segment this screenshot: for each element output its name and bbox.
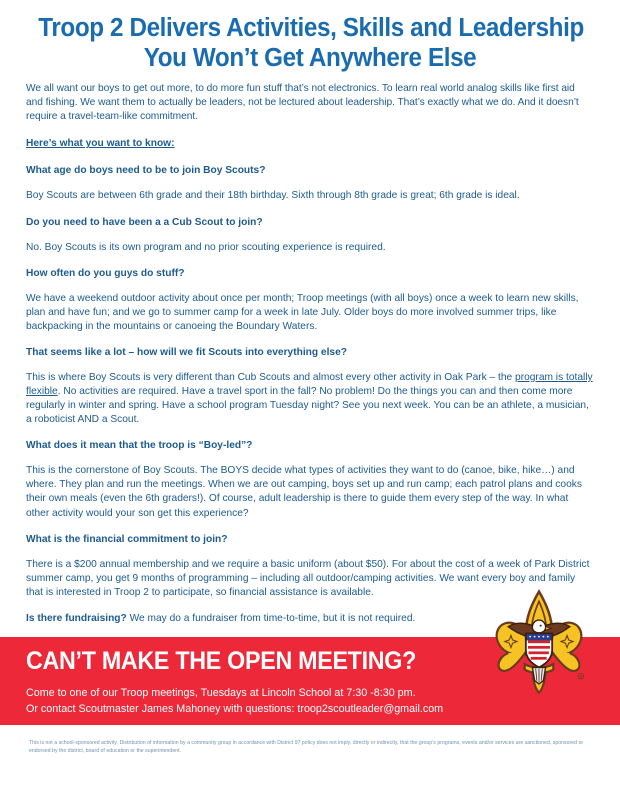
faq-question-4: That seems like a lot – how will we fit Scouts into everything else? — [26, 346, 347, 358]
faq-answer-1: Boy Scouts are between 6th grade and their 18th birthday. Sixth through 8th grade is great; 6th grade is ideal. — [26, 190, 520, 202]
faq-question-6: What is the financial commitment to join? — [26, 533, 228, 545]
faq-answer-5: This is the cornerstone of Boy Scouts. The BOYS decide what types of activities they want to do (canoe, bike, hike…) and where. They plan and run the meetings. When we are out camping, boys set up and run camp; each patrol plans and cooks their own meals (even the 6th graders!). Of course, adult leadership is there to guide them every step of the way. In what other activity would your son get this experience? — [26, 465, 582, 519]
faq-question-5: What does it mean that the troop is “Boy-led”? — [26, 440, 253, 452]
fundraising-question: Is there fundraising? — [26, 612, 127, 624]
fundraising-answer: We may do a fundraiser from time-to-time, but it is not required. — [126, 612, 416, 624]
page-title — [0, 0, 620, 73]
faq-question-3: How often do you guys do stuff? — [26, 267, 185, 279]
faq-answer-4 — [26, 371, 594, 427]
faq-answer-6: There is a $200 annual membership and we require a basic uniform (about $50). For about the cost of a week of Park District summer camp, you get 9 months of programming – including all outdoor/camping activities. We want every boy and family that is interested in Troop 2 to participate, so financial assistance is available. — [26, 558, 590, 598]
faq-answer-2: No. Boy Scouts is its own program and no prior scouting experience is required. — [26, 241, 386, 253]
bsa-fleur-de-lis-emblem — [483, 586, 595, 696]
faq-answer-4-part2: . No activities are required. Have a travel sport in the fall? No problem! Do the things you can and then come more regularly in winter and spring. Have a school program Tuesday night? See you next week. You can be an athlete, a musician, a roboticist AND a Scout. — [26, 386, 589, 426]
title-line-2: You Won’t Get Anywhere Else — [143, 43, 477, 72]
banner-contact-info: Or contact Scoutmaster James Mahoney with questions: troop2scoutleader@gmail.com — [26, 702, 444, 715]
faq-answer-4-underlined-phrase: program is totally flexible — [26, 371, 593, 397]
faq-question-2: Do you need to have been a a Cub Scout to join? — [26, 216, 263, 228]
disclaimer-fineprint: This is not a school-sponsored activity. Distribution of information by a community group in accordance with District 97 policy does not imply, directly or indirectly, that the group’s programs, events and/or services are sanctioned, sponsored or endorsed by the district, board of education or the superintendent. — [29, 740, 584, 755]
banner-meeting-info: Come to one of our Troop meetings, Tuesdays at Lincoln School at 7:30 -8:30 pm. — [26, 687, 416, 700]
title-line-1: Troop 2 Delivers Activities, Skills and Leadership — [38, 14, 584, 42]
intro-paragraph: We all want our boys to get out more, to do more fun stuff that’s not electronics. To learn real world analog skills like first aid and fishing. We want them to actually be leaders, not be lectured about leadership. That’s exactly what we do. And it doesn’t require a travel-team-like commitment. — [26, 83, 579, 123]
banner-headline: CAN’T MAKE THE OPEN MEETING? — [26, 647, 417, 675]
faq-question-1: What age do boys need to be to join Boy Scouts? — [26, 165, 266, 177]
faq-answer-4-part1: This is where Boy Scouts is very different than Cub Scouts and almost every other activity in Oak Park – the — [26, 371, 516, 383]
body-content — [0, 82, 620, 626]
svg-text:R: R — [579, 674, 583, 679]
faq-answer-3: We have a weekend outdoor activity about once per month; Troop meetings (with all boys) once a week to learn new skills, plan and have fun; and we go to summer camp for a week in late July. Older boys do more involved summer trips, like backpacking in the mountains or canoeing the Boundary Waters. — [26, 292, 579, 332]
lead-in-heading: Here’s what you want to know: — [26, 138, 175, 150]
